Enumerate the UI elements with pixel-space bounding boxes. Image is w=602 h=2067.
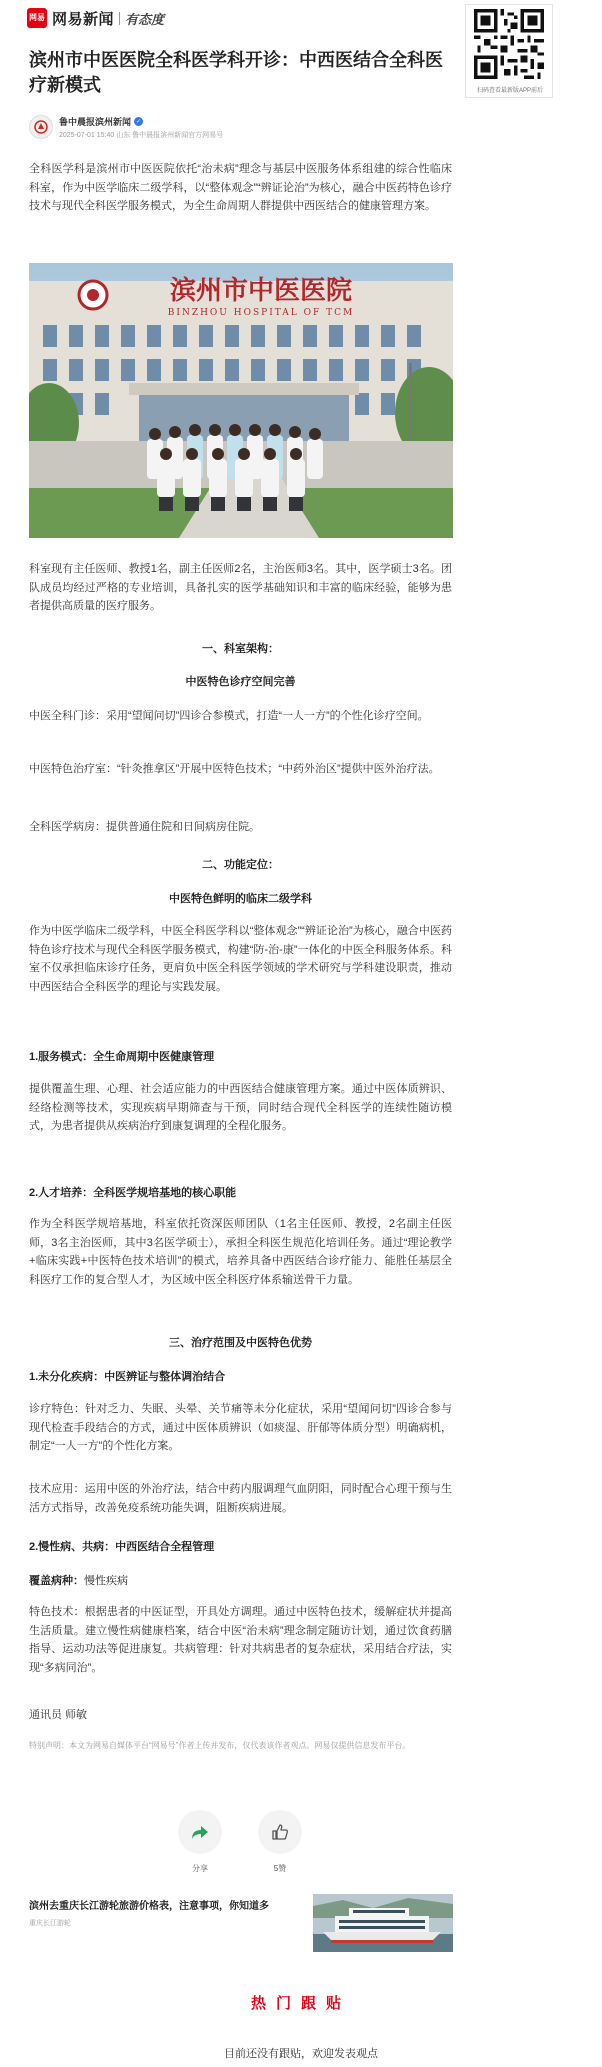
s3-coverage-label: 覆盖病种： [29, 1575, 84, 1587]
s3-paragraph-3: 特色技术：根据患者的中医证型，开具处方调理。通过中医特色技术，缓解症状并提高生活质量。建立慢性病健康档案，结合中医“治未病”理念制定随访计划，通过饮食药膳指导、运动功法等促进康复。共病管理：针对共病患者的复杂症状，采用结合疗法，实现“多病同治”。 [29, 1606, 452, 1674]
cruise-ship-thumbnail [313, 1894, 453, 1952]
qr-code-icon [474, 9, 544, 79]
section1-subtitle: 中医特色诊疗空间完善 [185, 676, 296, 688]
s1-paragraph-2: 中医特色治疗室：“针灸推拿区”开展中医特色技术；“中药外治区”提供中医外治疗法。 [29, 763, 440, 775]
brand-slogan: 有态度 [125, 11, 165, 27]
s3-heading-2: 2.慢性病、共病：中西医结合全程管理 [29, 1541, 215, 1553]
s2-paragraph-3: 作为全科医学规培基地，科室依托资深医师团队（1名主任医师、教授，2名副主任医师，3名主治医师，其中3名医学硕士），承担全科医生规范化培训任务。通过“理论教学+临床实践+中医特色技术培训”的模式，培养具备中西医结合诊疗能力、能胜任基层全科医疗工作的复合型人才，为区域中医全科医疗体系输送骨干力量。 [29, 1218, 452, 1286]
s2-paragraph-1: 作为中医学临床二级学科，中医全科医学科以“整体观念”“辨证论治”为核心，融合中医药特色诊疗技术与现代全科医学服务模式，构建“防-治-康”一体化的中医全科服务体系。科室不仅承担临床诊疗任务，更肩负中医全科医学领域的学术研究与学科建设职责，推动中西医结合全科医学的理论与实践发展。 [29, 925, 452, 993]
share-icon [190, 1822, 210, 1842]
verified-icon: ✓ [136, 118, 142, 125]
share-action[interactable] [178, 1810, 222, 1874]
author-meta: 2025-07-01 15:40 山东 鲁中晨报滨州新闻官方网易号 [59, 131, 224, 139]
s3-paragraph-1: 诊疗特色：针对乏力、失眠、头晕、关节痛等未分化症状，采用“望闻问切”四诊合参与现代检查手段结合的方式，通过中医体质辨识（如痰湿、肝郁等体质分型）明确病机，制定“一人一方”的个性化方案。 [29, 1403, 452, 1452]
s3-coverage-value: 慢性疾病 [84, 1575, 128, 1587]
share-button[interactable] [178, 1810, 222, 1854]
comments-empty-note: 目前还没有跟贴，欢迎发表观点 [224, 2048, 378, 2060]
s3-coverage-row [29, 1572, 452, 1588]
s2-paragraph-2: 提供覆盖生理、心理、社会适应能力的中西医结合健康管理方案。通过中医体质辨识、经络检测等技术，实现疾病早期筛查与干预，同时结合现代全科医学的连续性随访模式，为患者提供从疾病治疗到康复调理的全程化服务。 [29, 1083, 452, 1132]
app-qr-box [465, 4, 553, 98]
share-label: 分享 [192, 1864, 208, 1873]
hot-comments-title: 热门跟贴 [250, 1995, 351, 2012]
related-source: 重庆长江游轮 [29, 1920, 71, 1927]
hospital-sign-en: BINZHOU HOSPITAL OF TCM [167, 308, 355, 318]
hospital-photo[interactable] [29, 263, 453, 538]
related-thumbnail[interactable] [313, 1894, 453, 1952]
s2-heading-2: 2.人才培养：全科医学规培基地的核心职能 [29, 1187, 237, 1199]
brand-separator [119, 12, 120, 25]
section1-title: 一、科室架构： [202, 643, 279, 655]
author-name-row [59, 115, 223, 128]
related-article[interactable] [29, 1894, 453, 1952]
author-name[interactable]: 鲁中晨报滨州新闻 [59, 116, 132, 127]
intro-paragraph: 全科医学科是滨州市中医医院依托“治未病”理念与基层中医服务体系组建的综合性临床科室，作为中医学临床二级学科，以“整体观念”“辨证论治”为核心，融合中医药特色诊疗技术与现代全科医学服务模式，为全生命周期人群提供中西医结合的健康管理方案。 [29, 163, 452, 212]
netease-logo[interactable]: 网易 [27, 8, 47, 28]
thumbs-up-icon [270, 1822, 290, 1842]
like-action[interactable] [258, 1810, 302, 1874]
disclaimer: 特别声明：本文为网易自媒体平台“网易号”作者上传并发布，仅代表该作者观点。网易仅提供信息发布平台。 [29, 1741, 411, 1750]
staff-paragraph: 科室现有主任医师、教授1名，副主任医师2名，主治医师3名。其中，医学硕士3名。团队成员均经过严格的专业培训，具备扎实的医学基础知识和丰富的临床经验，能够为患者提供高质量的医疗服务。 [29, 563, 452, 612]
s3-paragraph-2: 技术应用：运用中医的外治疗法，结合中药内服调理气血阴阳，同时配合心理干预与生活方式指导，改善免疫系统功能失调，阻断疾病进展。 [29, 1483, 452, 1514]
s2-heading-1: 1.服务模式：全生命周期中医健康管理 [29, 1051, 215, 1063]
author-block [29, 114, 223, 140]
author-avatar[interactable] [29, 115, 53, 139]
hospital-sign-cn: 滨州市中医医院 [169, 276, 353, 306]
like-button[interactable] [258, 1810, 302, 1854]
brand-name[interactable]: 网易新闻 [52, 10, 115, 28]
section3-title: 三、治疗范围及中医特色优势 [169, 1337, 312, 1349]
article-title: 滨州市中医医院全科医学科开诊：中西医结合全科医疗新模式 [29, 50, 443, 95]
s3-heading-1: 1.未分化疾病：中医辨证与整体调治结合 [29, 1371, 226, 1383]
related-title[interactable]: 滨州去重庆长江游轮旅游价格表，注意事项，你知道多 [29, 1901, 269, 1912]
section2-subtitle: 中医特色鲜明的临床二级学科 [169, 893, 312, 905]
s1-paragraph-1: 中医全科门诊：采用“望闻问切”四诊合参模式，打造“一人一方”的个性化诊疗空间。 [29, 710, 429, 722]
author-logo-icon [33, 119, 49, 135]
reporter-credit: 通讯员 师敏 [29, 1709, 88, 1721]
section2-title: 二、功能定位： [202, 859, 279, 871]
hospital-photo-illustration [29, 263, 453, 538]
qr-caption: 扫码查看最新版APP前后 [476, 88, 543, 94]
s1-paragraph-3: 全科医学病房：提供普通住院和日间病房住院。 [29, 821, 260, 833]
site-header [27, 6, 164, 30]
author-info [59, 115, 223, 140]
like-count-label: 5赞 [273, 1864, 287, 1873]
